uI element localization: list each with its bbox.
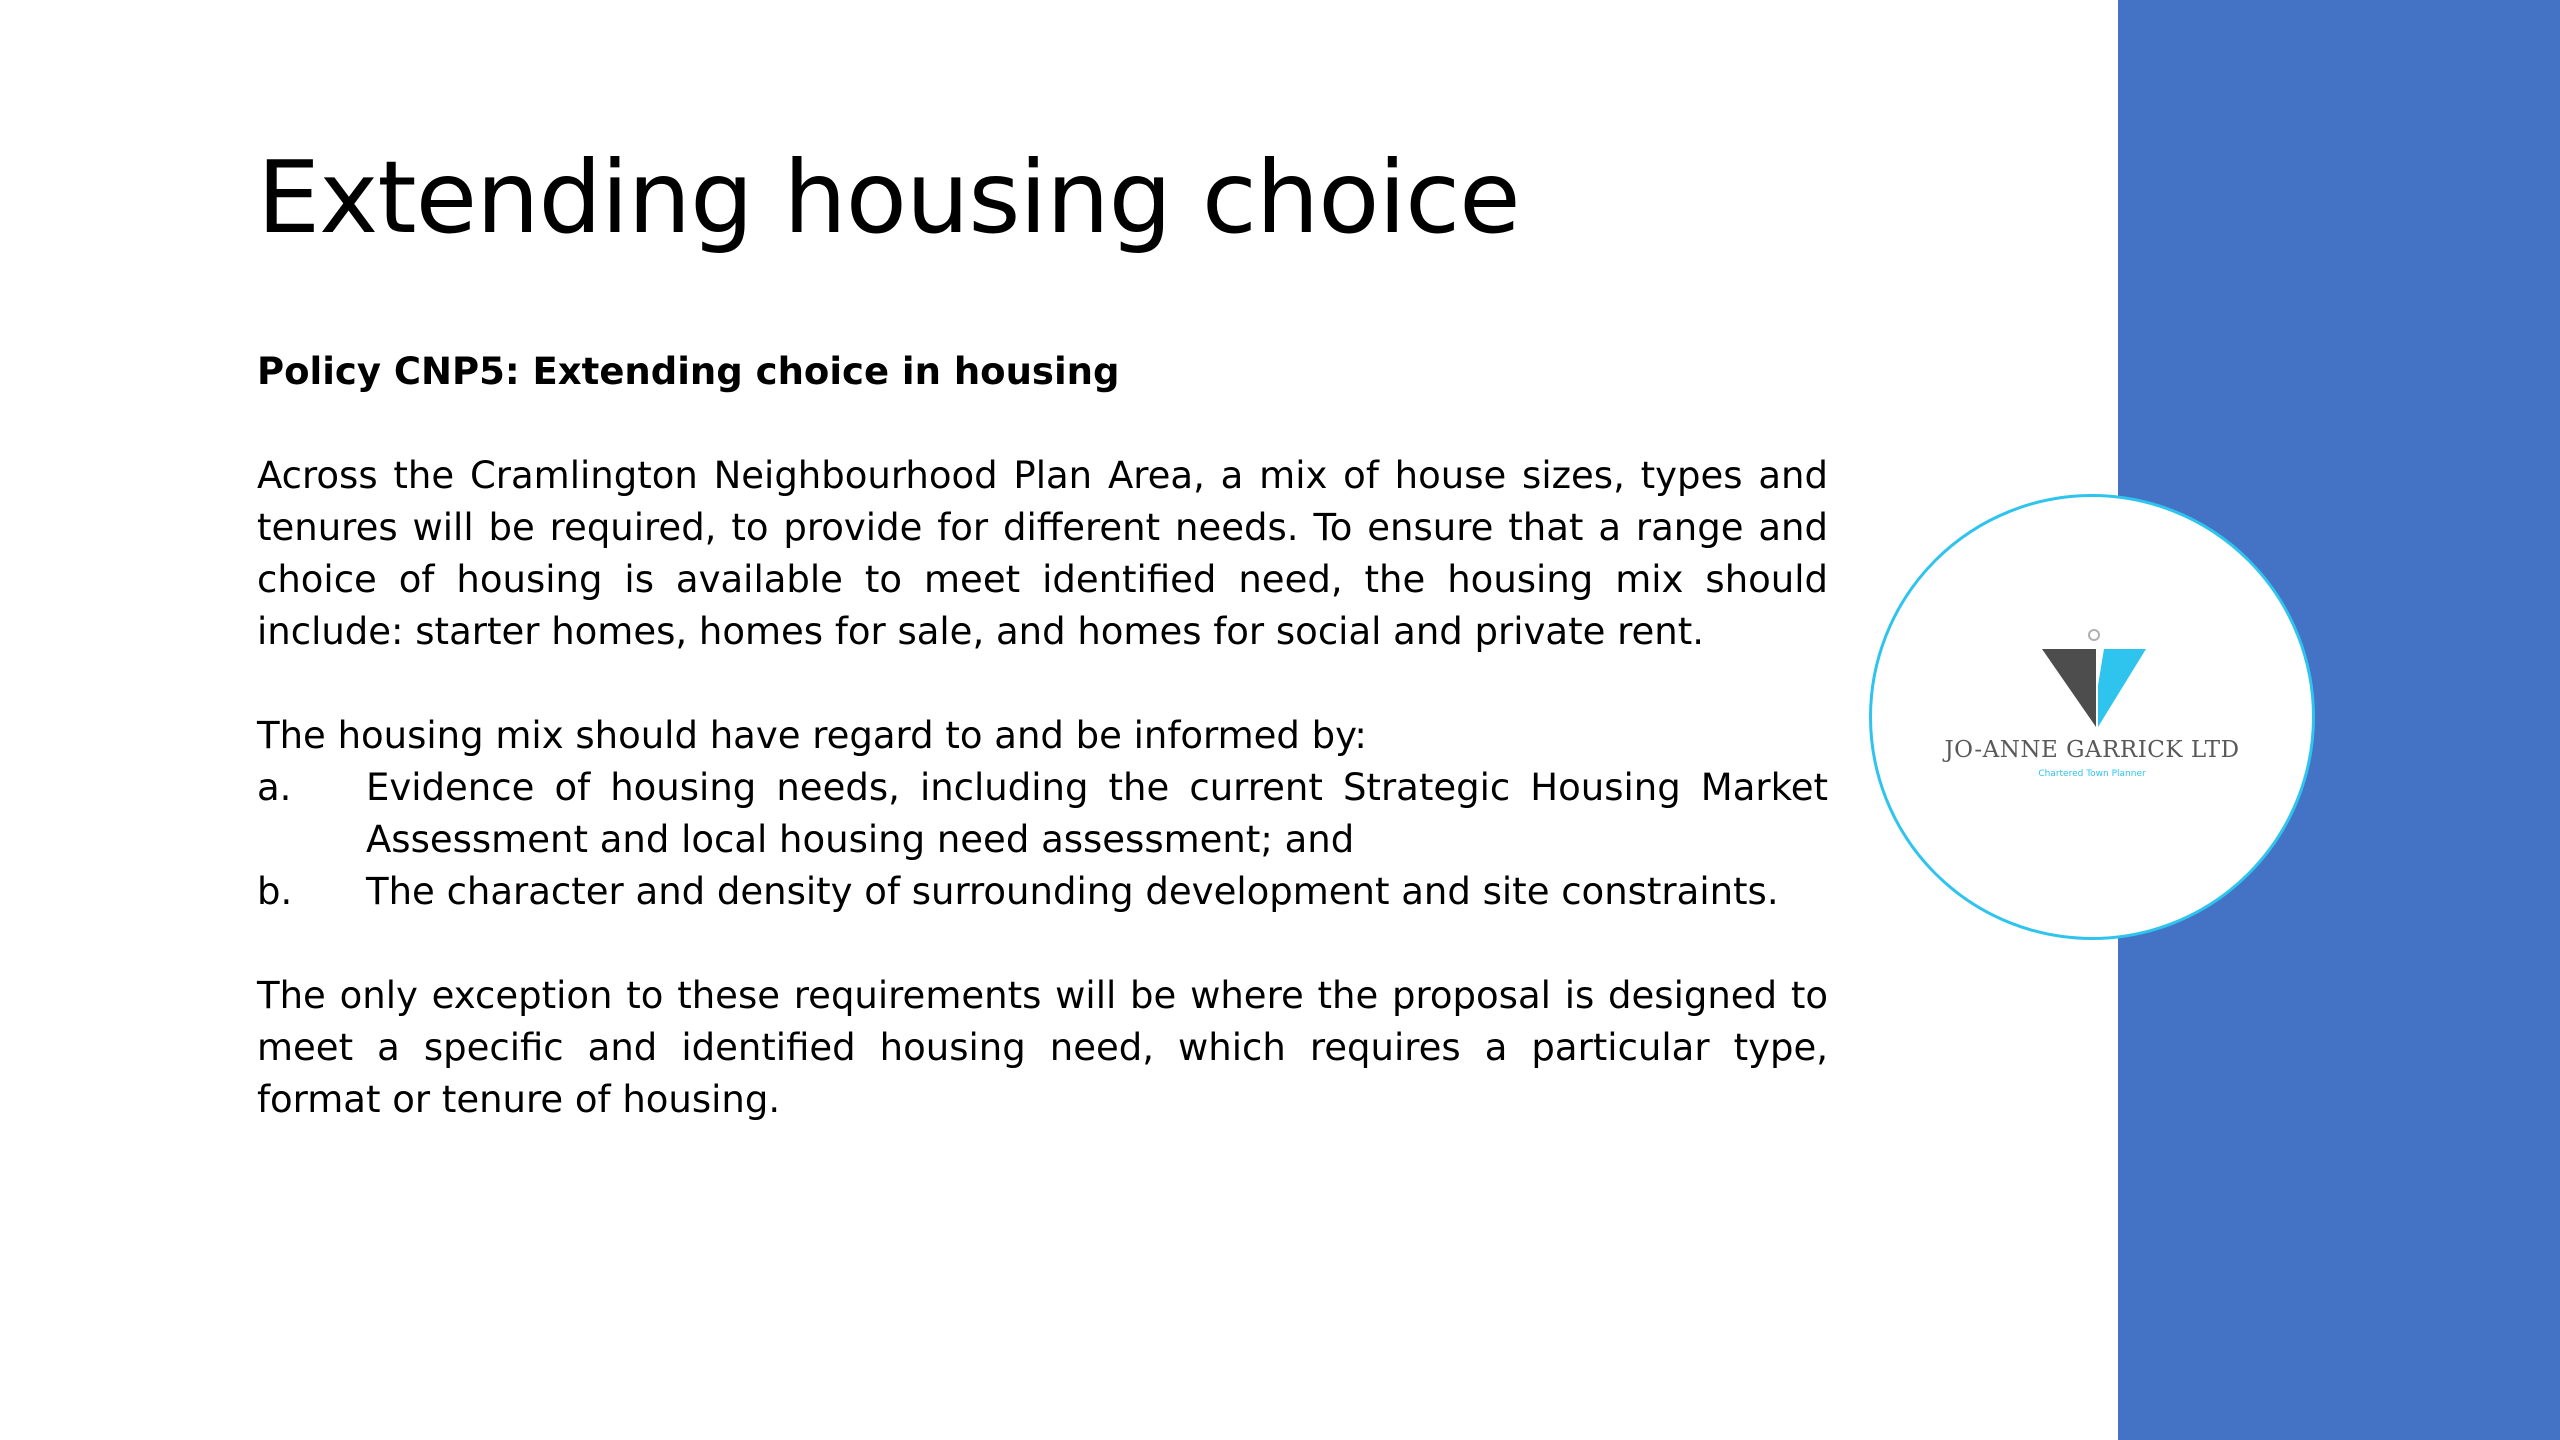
policy-criteria-list xyxy=(257,762,1828,918)
list-item xyxy=(257,762,1828,866)
list-item xyxy=(257,866,1828,918)
slide-title: Extending housing choice xyxy=(257,139,1520,256)
policy-body xyxy=(257,346,1828,1126)
policy-paragraph-2: The housing mix should have regard to and be informed by: xyxy=(257,714,1367,757)
policy-paragraph-3: The only exception to these requirements will be where the proposal is designed to meet a specific and identified housing need, which requires a particular type, format or tenure of housing. xyxy=(257,974,1828,1121)
logo-tagline: Chartered Town Planner xyxy=(2038,769,2146,779)
list-item-text: The character and density of surrounding development and site constraints. xyxy=(366,870,1779,913)
policy-heading: Policy CNP5: Extending choice in housing xyxy=(257,350,1120,393)
spacer xyxy=(257,918,1828,970)
policy-paragraph-1: Across the Cramlington Neighbourhood Plan Area, a mix of house sizes, types and tenures will be required, to provide for different needs. To ensure that a range and choice of housing is available to meet identified need, the housing mix should include: starter homes, homes for sale, and homes for social and private rent. xyxy=(257,454,1828,653)
spacer xyxy=(257,398,1828,450)
logo-badge xyxy=(1869,494,2315,940)
list-marker: a. xyxy=(257,766,292,809)
list-marker: b. xyxy=(257,870,293,913)
logo-name: JO-ANNE GARRICK LTD xyxy=(1944,737,2240,763)
list-item-text: Evidence of housing needs, including the current Strategic Housing Market Assessment and local housing need assessment; and xyxy=(366,766,1828,861)
spacer xyxy=(257,658,1828,710)
diamond-logo-icon xyxy=(2034,627,2154,737)
